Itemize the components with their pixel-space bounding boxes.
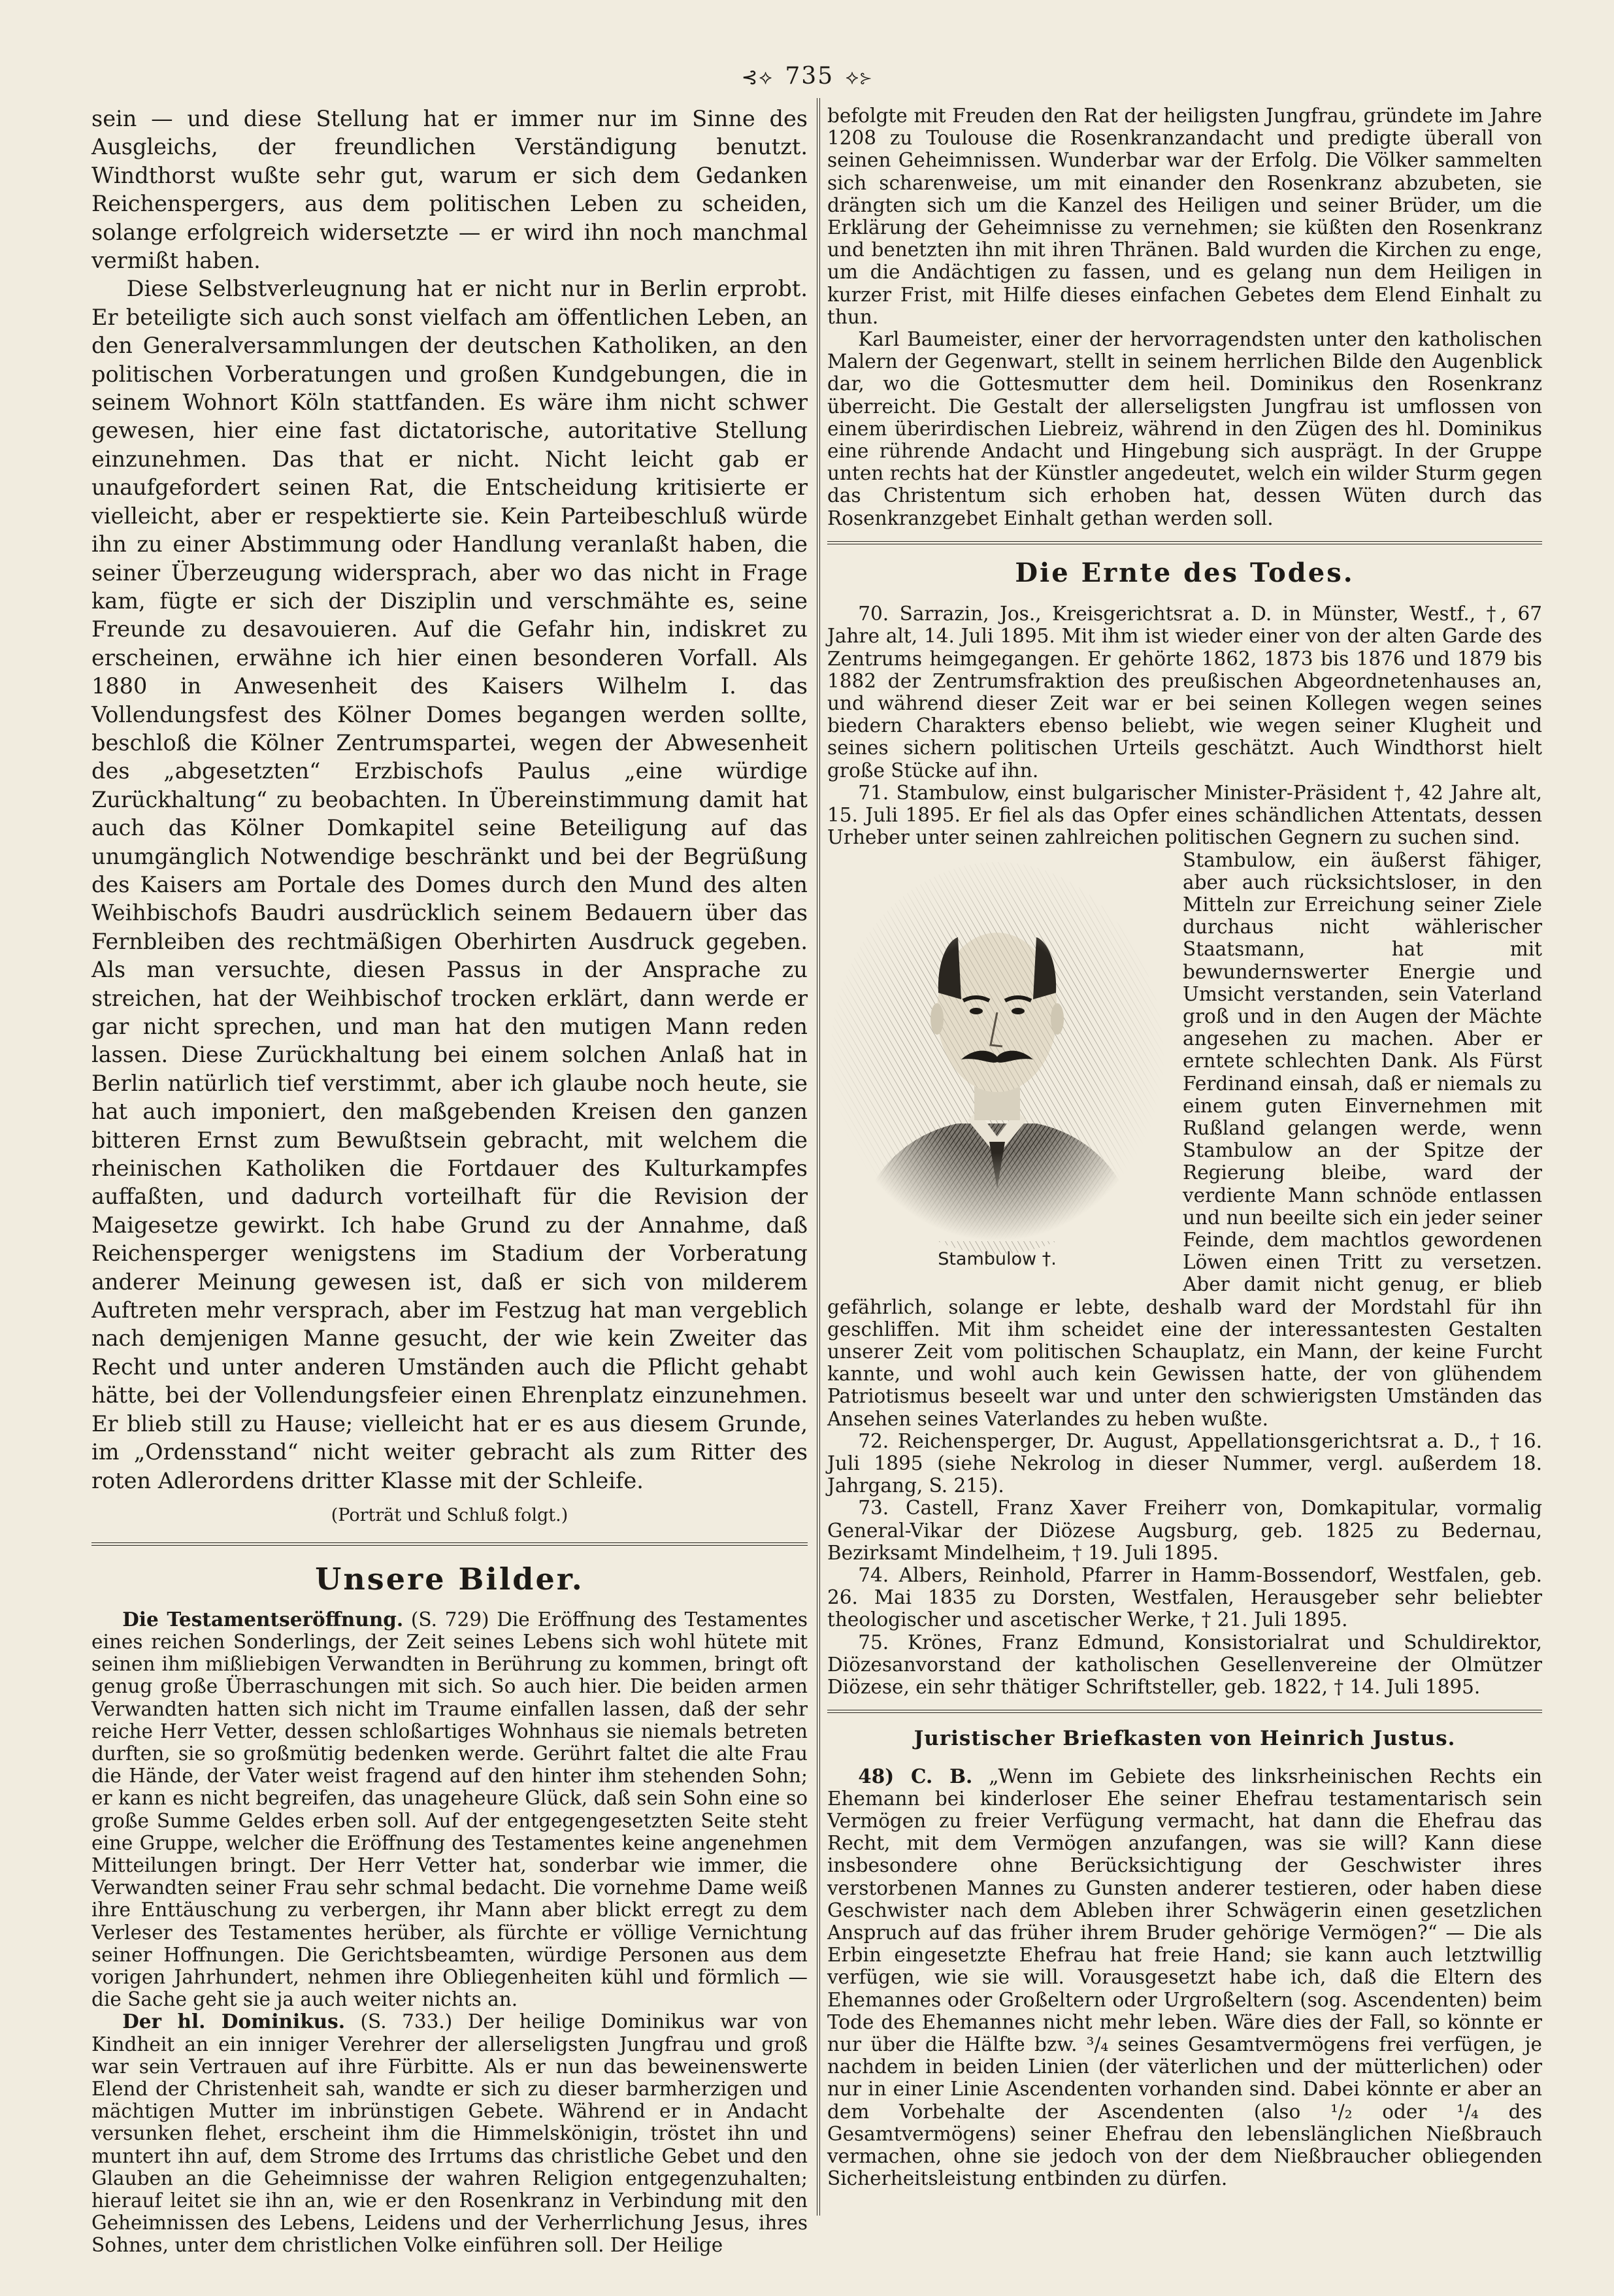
entry-title: Die Testamentseröffnung.: [122, 1607, 404, 1631]
obituary-74: 74. Albers, Reinhold, Pfarrer in Hamm-Bossendorf, Westfalen, geb. 26. Mai 1835 zu Dorsten, Westfalen, Herausgeber sehr beliebter theologischer und ascetischer Werke, † 21. Juli 1895.: [827, 1564, 1542, 1631]
legal-question-label: 48) C. B.: [858, 1764, 973, 1788]
section-rule: [827, 1710, 1542, 1713]
section-rule: [827, 541, 1542, 544]
obituary-72: 72. Reichensperger, Dr. August, Appellationsgerichtsrat a. D., † 16. Juli 1895 (siehe Nekrolog in dieser Nummer, vergl. außerdem 18. Jahrgang, S. 215).: [827, 1429, 1542, 1497]
obituary-75: 75. Krönes, Franz Edmund, Konsistorialrat und Schuldirektor, Diözesanvorstand der katholischen Gesellenvereine der Olmützer Diözese, ein sehr thätiger Schriftsteller, geb. 1822, † 14. Juli 1895.: [827, 1631, 1542, 1699]
entry-text: (S. 733.) Der heilige Dominikus war von Kindheit an ein inniger Verehrer der allerseligsten Jungfrau und groß war sein Vertrauen auf ihre Fürbitte. Als er nun das beweinenswerte Elend der Christenheit sah, wandte er sich zu dieser barmherzigen und mächtigen Mutter im inbrünstigen Gebete. Während er in Andacht versunken flehet, erscheint ihm die Himmelskönigin, tröstet ihn und muntert ihn auf, dem Strome des Irrtums das christliche Gebet und den Glauben an die Geheimnisse der wahren Religion entgegenzuhalten; hierauf leitet sie ihn an, wie er den Rosenkranz in Verbindung mit den Geheimnissen des Lebens, Leidens und der Verherrlichung Jesus, ihres Sohnes, unter dem christlichen Volke einführen soll. Der Heilige: [91, 2010, 808, 2257]
right-column: [827, 105, 1542, 2216]
legal-question-text: „Wenn im Gebiete des linksrheinischen Rechts ein Ehemann bei kinderloser Ehe seiner Ehefrau testamentarisch sein Vermögen zu freier Verfügung vermacht, hat dann die Ehefrau das Recht, mit dem Vermögen anzufangen, was sie will? Kann diese insbesondere ohne Berücksichtigung der Geschwister ihres verstorbenen Mannes zu Gunsten anderer testieren, oder haben diese Geschwister nach dem Ableben ihrer Schwägerin einen gesetzlichen Anspruch auf das früher ihrem Bruder gehörige Vermögen?“ — Die als Erbin eingesetzte Ehefrau hat freie Hand; sie kann auch letztwillig verfügen, wie sie will. Vorausgesetzt habe ich, daß die Eltern des Ehemannes oder Großeltern oder Urgroßeltern (sog. Ascendenten) beim Tode des Ehemannes nicht mehr leben. Wäre dies der Fall, so könnte er nur über die Hälfte bzw. ³/₄ seines Gesamtvermögens frei verfügen, je nachdem in beiden Linien (der väterlichen und der mütterlichen) oder nur in einer Linie Ascendenten vorhanden sind. Dabei könnte er aber an dem Vorbehalte der Ascendenten (also ¹/₂ oder ¹/₄ des Gesamtvermögens) seiner Ehefrau den lebenslänglichen Nießbrauch vermachen, ohne sie jedoch von der dem Nießbraucher obliegenden Sicherheitsleistung entbinden zu dürfen.: [827, 1765, 1542, 2190]
continuation-note: (Porträt und Schluß folgt.): [331, 1505, 568, 1525]
bilder-entry-dominikus: [91, 2010, 808, 2256]
legal-question-48: [827, 1765, 1542, 2190]
page-number-header: [0, 63, 1614, 90]
obituary-71-continued: Stambulow, ein äußerst fähiger, aber auch rücksichtsloser, in den Mitteln zur Erreichung seiner Ziele durchaus nicht wählerischer Staatsmann, hat mit bewundernswerter Energie und Umsicht verstanden, sein Vaterland groß und in den Augen der Mächte angesehen zu machen. Aber er erntete schlechten Dank. Als Fürst Ferdinand einsah, daß er niemals zu einem guten Einvernehmen mit Rußland gelangen werde, wenn Stambulow an der Spitze der Regierung bleibe, ward der verdiente Mann schnöde entlassen und nun beeilte sich ein jeder seiner Feinde, dem machtlos gewordenen Löwen einen Tritt zu versetzen. Aber damit nicht genug, er blieb gefährlich, solange er lebte, deshalb ward der Mordstahl für ihn geschliffen. Mit ihm scheidet eine der interessantesten Gestalten unserer Zeit vom politischen Schauplatz, ein Mann, der keine Furcht kannte, und wohl auch kein Gewissen hatte, der von glühendem Patriotismus beseelt war und unter den schwierigsten Umständen das Ansehen seines Vaterlandes zu heben wußte.: [827, 848, 1542, 1430]
obituary-71: 71. Stambulow, einst bulgarischer Minister-Präsident †, 42 Jahre alt, 15. Juli 1895. Er fiel als das Opfer eines schändlichen Attentats, dessen Urheber unter seinen zahlreichen politischen Gegnern zu suchen sind.: [827, 781, 1542, 849]
ornament-left: ⊰⟡: [741, 66, 774, 89]
portrait-figure: [827, 849, 1167, 1274]
section-heading-briefkasten: Juristischer Briefkasten von Heinrich Justus.: [914, 1727, 1456, 1751]
portrait-caption: Stambulow †.: [938, 1248, 1057, 1269]
ornament-right: ⟡⊱: [846, 66, 873, 89]
obituary-70: 70. Sarrazin, Jos., Kreisgerichtsrat a. D. in Münster, Westf., †, 67 Jahre alt, 14. Juli 1895. Mit ihm ist wieder einer von der alten Garde des Zentrums heimgegangen. Er gehörte 1862, 1873 bis 1876 und 1879 bis 1882 der Zentrumsfraktion des preußischen Abgeordnetenhauses an, und während dieser Zeit war er bei seinen Kollegen wegen seines biedern Charakters ebenso beliebt, wie wegen seiner Klugheit und seines sichern politischen Urteils geschätzt. Auch Windthorst hielt große Stücke auf ihn.: [827, 603, 1542, 782]
left-column: [91, 105, 808, 2257]
bilder-entry-testament: [91, 1608, 808, 2011]
section-heading-unsere-bilder: Unsere Bilder.: [315, 1561, 584, 1597]
article-paragraph: Diese Selbstverleugnung hat er nicht nur in Berlin erprobt. Er beteiligte sich auch sonst vielfach am öffentlichen Leben, an den Generalversammlungen der deutschen Katholiken, an den politischen Vorberatungen und großen Kundgebungen, die in seinem Wohnort Köln stattfanden. Es wäre ihm nicht schwer gewesen, hier eine fast dictatorische, autoritative Stellung einzunehmen. Das that er nicht. Nicht leicht gab er unaufgefordert seinen Rat, die Entscheidung kritisierte er vielleicht, aber er respektierte sie. Kein Parteibeschluß würde ihn zu einer Abstimmung oder Handlung veranlaßt haben, die seiner Überzeugung widersprach, aber wo das nicht in Frage kam, fügte er sich der Disziplin und verschmähte es, seine Freunde zu desavouieren. Auf die Gefahr hin, indiskret zu erscheinen, erwähne ich hier einen besonderen Vorfall. Als 1880 in Anwesenheit des Kaisers Wilhelm I. das Vollendungsfest des Kölner Domes begangen werden sollte, beschloß die Kölner Zentrumspartei, wegen der Abwesenheit des „abgesetzten“ Erzbischofs Paulus „eine würdige Zurückhaltung“ zu beobachten. In Übereinstimmung damit hat auch das Kölner Domkapitel seine Beteiligung auf das unumgänglich Notwendige beschränkt und bei der Begrüßung des Kaisers am Portale des Domes durch den Mund des alten Weihbischofs Baudri ausdrücklich seinem Bedauern über das Fernbleiben des rechtmäßigen Oberhirten Ausdruck gegeben. Als man versuchte, diesen Passus in der Ansprache zu streichen, hat der Weihbischof trocken erklärt, dann werde er gar nicht sprechen, und man hat den mutigen Mann reden lassen. Diese Zurückhaltung bei einem solchen Anlaß hat in Berlin natürlich tief verstimmt, aber ich glaube noch heute, sie hat auch imponiert, den maßgebenden Kreisen den ganzen bitteren Ernst zum Bewußtsein gebracht, mit welchem die rheinischen Katholiken die Fortdauer des Kulturkampfes auffaßten, und dadurch vorteilhaft für die Revision der Maigesetze gewirkt. Ich habe Grund zu der Annahme, daß Reichensperger wenigstens im Stadium der Vorberatung anderer Meinung gewesen ist, daß er sich von milderem Auftreten mehr versprach, aber im Festzug hat man vergeblich nach demjenigen Manne gesucht, der wie kein Zweiter das Recht und unter anderen Umständen auch die Pflicht gehabt hätte, bei der Vollendungsfeier einen Ehrenplatz einzunehmen. Er blieb still zu Hause; vielleicht hat er es aus diesem Grunde, im „Ordensstand“ nicht weiter gebracht als zum Ritter des roten Adlerordens dritter Klasse mit der Schleife.: [91, 276, 808, 1493]
column-divider: [817, 98, 820, 2216]
section-rule: [91, 1542, 808, 1546]
obituary-73: 73. Castell, Franz Xaver Freiherr von, Domkapitular, vormalig General-Vikar der Diözese Augsburg, geb. 1825 zu Bedernau, Bezirksamt Mindelheim, † 19. Juli 1895.: [827, 1497, 1542, 1564]
bilder-continuation: befolgte mit Freuden den Rat der heiligsten Jungfrau, gründete im Jahre 1208 zu Toulouse die Rosenkranzandacht und predigte überall von seinen Geheimnissen. Wunderbar war der Erfolg. Die Völker sammelten sich scharenweise, um mit einander den Rosenkranz abzubeten, sie drängten sich um die Kanzel des Heiligen und seiner Brüder, um die Erklärung der Geheimnisse zu vernehmen; sie küßten den Rosenkranz und benetzten ihn mit ihren Thränen. Bald wurden die Kirchen zu enge, um die Andächtigen zu fassen, und es gelang nun dem Heiligen in kurzer Frist, mit Hilfe dieses einfachen Gebetes dem Elend Einhalt zu thun.: [827, 105, 1542, 328]
section-heading-ernte: Die Ernte des Todes.: [1015, 557, 1355, 588]
entry-text: (S. 729) Die Eröffnung des Testamentes eines reichen Sonderlings, der Zeit seines Lebens sich wohl hütete mit seinen ihm mißliebigen Verwandten in Berührung zu kommen, bringt oft genug große Überraschungen mit sich. So auch hier. Die beiden armen Verwandten hatten sich nicht im Traume einfallen lassen, daß der sehr reiche Herr Vetter, dessen schloßartiges Wohnhaus sie niemals betreten durften, sie so großmütig bedenken werde. Gerührt faltet die alte Frau die Hände, der Vater weist fragend auf den hinter ihm stehenden Sohn; er kann es nicht begreifen, das unageheure Glück, daß sein Sohn eine so große Summe Geldes erben soll. Auf der entgegengesetzten Seite steht eine Gruppe, welcher die Eröffnung des Testamentes keine angenehmen Mitteilungen bringt. Der Herr Vetter hat, sonderbar wie immer, die Verwandten seiner Frau sehr schmal bedacht. Die vornehme Dame weiß ihre Enttäuschung zu verbergen, ihr Mann aber blickt erregt zu dem Verleser des Testamentes herüber, als fürchte er völlige Vernichtung seiner Hoffnungen. Die Gerichtsbeamten, würdige Personen aus dem vorigen Jahrhundert, nehmen ihre Obliegenheiten kühl und förmlich — die Sache geht sie ja auch weiter nichts an.: [91, 1608, 808, 2011]
entry-title: Der hl. Dominikus.: [122, 2010, 345, 2033]
page-number: 735: [785, 63, 834, 90]
bilder-paragraph: Karl Baumeister, einer der hervorragendsten unter den katholischen Malern der Gegenwart, stellt in seinem herrlichen Bilde den Augenblick dar, wo die Gottesmutter dem heil. Dominikus den Rosenkranz überreicht. Die Gestalt der allerseligsten Jungfrau ist umflossen von einem überirdischen Liebreiz, während in den Zügen des hl. Dominikus eine rührende Andacht und Hingebung sich ausprägt. In der Gruppe unten rechts hat der Künstler angedeutet, welch ein wilder Sturm gegen das Christentum sich erhoben hat, dessen Wüten durch das Rosenkranzgebet Einhalt gethan werden soll.: [827, 328, 1542, 529]
portrait-engraving: [827, 849, 1167, 1241]
article-continuation: sein — und diese Stellung hat er immer nur im Sinne des Ausgleichs, der freundlichen Verständigung benutzt. Windthorst wußte sehr gut, warum er sich dem Gedanken Reichenspergers, aus dem politischen Leben zu scheiden, solange erfolgreich widersetzte — er wird ihn noch manchmal vermißt haben.: [91, 106, 808, 274]
